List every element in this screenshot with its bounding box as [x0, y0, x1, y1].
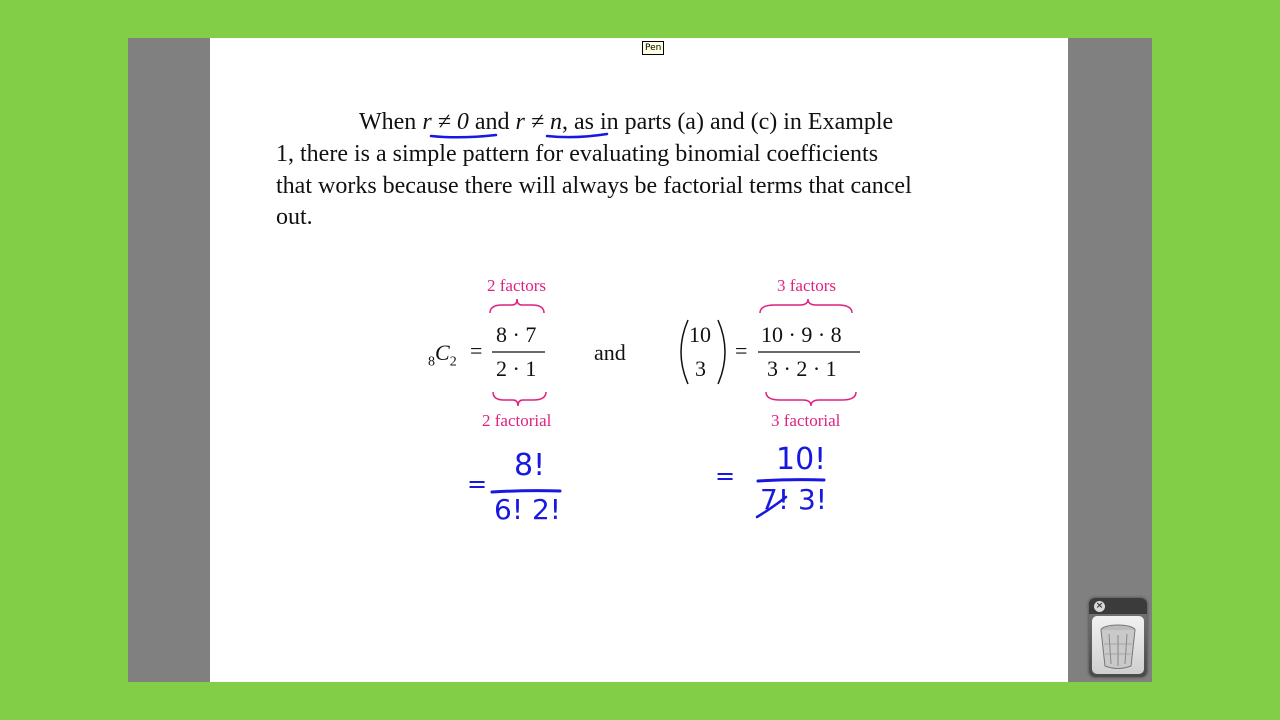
trash-widget[interactable]: [1089, 598, 1147, 677]
denominator-1: 2 · 1: [496, 356, 537, 381]
label-3-factorial: 3 factorial: [771, 411, 841, 430]
label-3-factors: 3 factors: [777, 276, 837, 295]
ink-fraction-bar-2: [758, 480, 824, 481]
pen-tooltip: Pen: [642, 41, 664, 55]
binom-right-paren: [718, 320, 725, 384]
subscript-r: 2: [449, 354, 457, 370]
numerator-2: 10 · 9 · 8: [761, 322, 842, 347]
brace-top-1: [490, 299, 544, 313]
close-icon[interactable]: ×: [1095, 601, 1104, 611]
ink-equals-2: =: [715, 462, 736, 490]
text-when: When: [359, 109, 423, 135]
label-2-factorial: 2 factorial: [482, 411, 552, 430]
trash-bin-icon[interactable]: [1092, 616, 1144, 674]
binom-top: 10: [689, 322, 711, 347]
equals-2: =: [735, 338, 748, 363]
equals-1: =: [470, 338, 483, 363]
paragraph-line-4: out.: [276, 204, 313, 230]
label-2-factors: 2 factors: [487, 276, 547, 295]
trash-bin-graphic: [1092, 616, 1144, 674]
binom-left-paren: [681, 320, 688, 384]
combination-c: C: [435, 340, 450, 365]
math-r-not-n: r ≠ n: [515, 109, 562, 135]
ink-equals-1: =: [467, 470, 488, 498]
ink-fraction-bar-1: [492, 491, 560, 492]
brace-bottom-1: [493, 392, 546, 406]
math-r-not-0: r ≠ 0: [422, 109, 469, 135]
ink-denominator-1: 6! 2!: [494, 493, 561, 526]
paragraph-line-2: 1, there is a simple pattern for evaluating binomial coefficients: [276, 141, 879, 167]
pen-underline-2: [547, 134, 607, 137]
paragraph-line-3: that works because there will always be factorial terms that cancel: [276, 173, 912, 199]
binom-bottom: 3: [695, 356, 706, 381]
numerator-1: 8 · 7: [496, 322, 537, 347]
denominator-2: 3 · 2 · 1: [767, 356, 837, 381]
ink-strike: [757, 497, 786, 517]
brace-top-2: [760, 299, 852, 313]
ink-denominator-2: 7! 3!: [760, 483, 827, 516]
ink-numerator-1: 8!: [514, 448, 546, 483]
text-parts: , as in parts (a) and (c) in Example: [562, 109, 894, 135]
subscript-n: 8: [428, 354, 435, 370]
connector-and: and: [594, 340, 626, 365]
brace-bottom-2: [766, 392, 856, 406]
pen-underline-1: [431, 135, 496, 137]
text-and: and: [468, 109, 516, 135]
trash-titlebar: [1089, 598, 1147, 614]
ink-numerator-2: 10!: [776, 442, 827, 477]
